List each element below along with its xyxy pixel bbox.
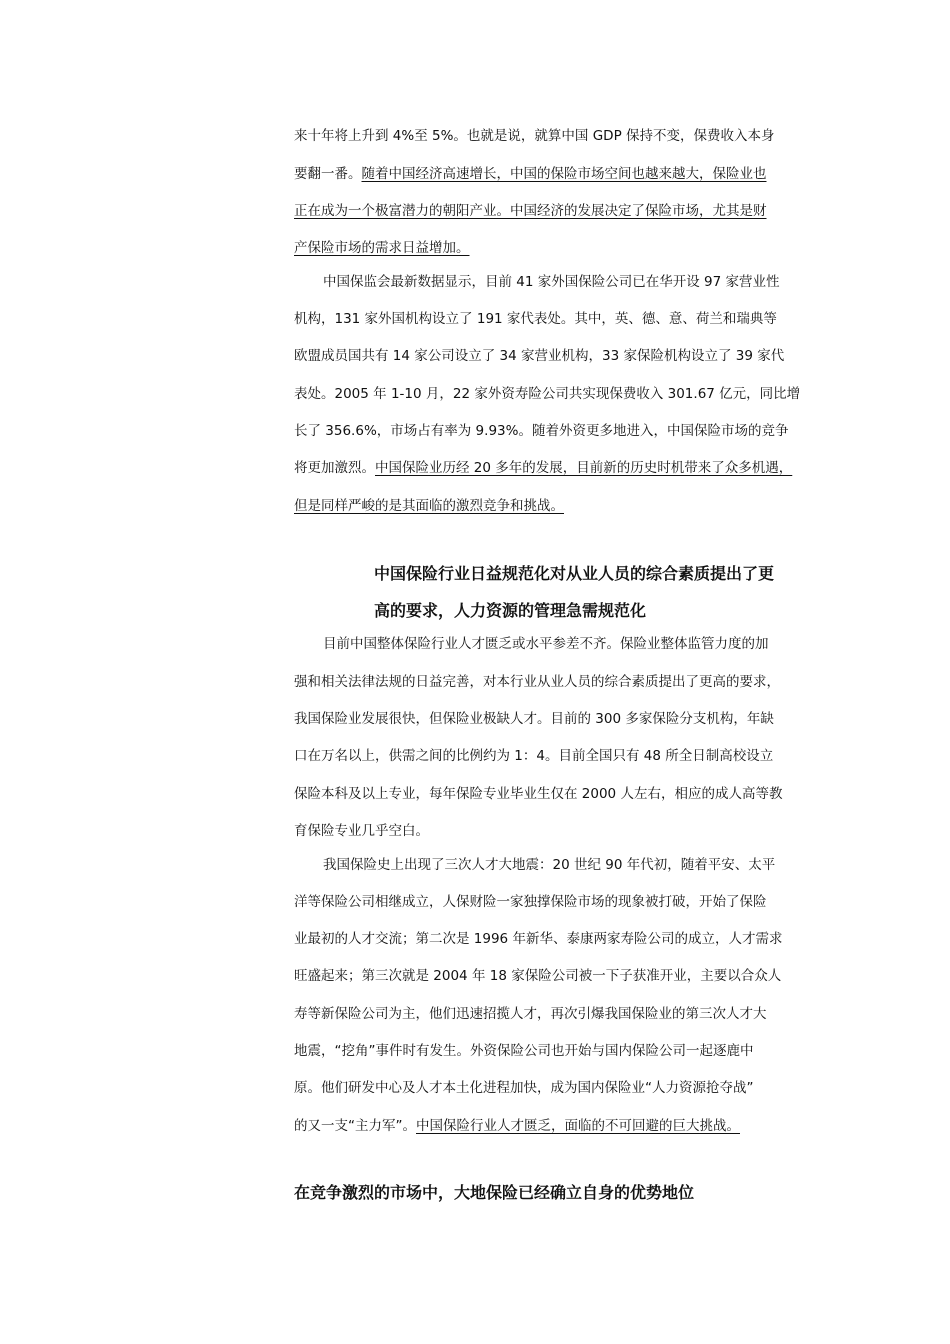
paragraph-2-line-1: 中国保监会最新数据显示，目前 41 家外国保险公司已在华开设 97 家营业性 (323, 274, 780, 290)
paragraph-2-line-7: 但是同样严峻的是其面临的激烈竞争和挑战。 (294, 498, 564, 514)
paragraph-3-line-2: 强和相关法律法规的日益完善，对本行业从业人员的综合素质提出了更高的要求， (294, 674, 780, 690)
paragraph-4-line-2: 洋等保险公司相继成立，人保财险一家独撑保险市场的现象被打破，开始了保险 (294, 894, 767, 910)
paragraph-4-line-4: 旺盛起来；第三次就是 2004 年 18 家保险公司被一下子获准开业，主要以合众人 (294, 968, 782, 984)
paragraph-2-line-5: 长了 356.6%，市场占有率为 9.93%。随着外资更多地进入，中国保险市场的竞争 (294, 423, 789, 439)
paragraph-1-text: 要翻一番。 (294, 166, 362, 182)
paragraph-3-line-4: 口在万名以上，供需之间的比例约为 1：4。目前全国只有 48 所全日制高校设立 (294, 748, 774, 764)
paragraph-4-line-1: 我国保险史上出现了三次人才大地震：20 世纪 90 年代初，随着平安、太平 (323, 857, 776, 873)
paragraph-2-line-3: 欧盟成员国共有 14 家公司设立了 34 家营业机构，33 家保险机构设立了 39 家代 (294, 348, 785, 364)
paragraph-2-line-2: 机构，131 家外国机构设立了 191 家代表处。其中，英、德、意、荷兰和瑞典等 (294, 311, 777, 327)
underlined-text: 随着中国经济高速增长，中国的保险市场空间也越来越大，保险业也 (361, 166, 767, 182)
section-heading-1-line-2: 高的要求，人力资源的管理急需规范化 (374, 601, 647, 620)
paragraph-4-line-3: 业最初的人才交流；第二次是 1996 年新华、泰康两家寿险公司的成立，人才需求 (294, 931, 783, 947)
section-heading-1-line-1: 中国保险行业日益规范化对从业人员的综合素质提出了更 (374, 564, 775, 583)
paragraph-2-line-6 (294, 458, 792, 478)
paragraph-1-line-2 (294, 164, 767, 184)
paragraph-2-text: 将更加激烈。 (294, 460, 375, 476)
paragraph-4-line-7: 原。他们研发中心及人才本土化进程加快，成为国内保险业“人力资源抢夺战” (294, 1080, 754, 1096)
paragraph-1-line-1: 来十年将上升到 4%至 5%。也就是说，就算中国 GDP 保持不变，保费收入本身 (294, 128, 775, 144)
paragraph-1-line-4: 产保险市场的需求日益增加。 (294, 240, 470, 256)
paragraph-3-line-1: 目前中国整体保险行业人才匮乏或水平参差不齐。保险业整体监管力度的加 (323, 636, 769, 652)
underlined-text: 中国保险业历经 20 多年的发展，目前新的历史时机带来了众多机遇， (375, 460, 793, 476)
paragraph-4-line-8 (294, 1116, 740, 1136)
paragraph-3-line-3: 我国保险业发展很快，但保险业极缺人才。目前的 300 多家保险分支机构，年缺 (294, 711, 774, 727)
section-heading-2: 在竞争激烈的市场中，大地保险已经确立自身的优势地位 (294, 1183, 695, 1202)
paragraph-4-line-6: 地震，“挖角”事件时有发生。外资保险公司也开始与国内保险公司一起逐鹿中 (294, 1043, 754, 1059)
paragraph-1-line-3: 正在成为一个极富潜力的朝阳产业。中国经济的发展决定了保险市场，尤其是财 (294, 203, 767, 219)
paragraph-3-line-6: 育保险专业几乎空白。 (294, 823, 429, 839)
paragraph-4-text: 的又一支“主力军”。 (294, 1118, 416, 1134)
paragraph-3-line-5: 保险本科及以上专业，每年保险专业毕业生仅在 2000 人左右，相应的成人高等教 (294, 786, 783, 802)
underlined-text: 中国保险行业人才匮乏，面临的不可回避的巨大挑战。 (416, 1118, 740, 1134)
paragraph-4-line-5: 寿等新保险公司为主，他们迅速招揽人才，再次引爆我国保险业的第三次人才大 (294, 1006, 767, 1022)
paragraph-2-line-4: 表处。2005 年 1-10 月，22 家外资寿险公司共实现保费收入 301.67 亿元，同比增 (294, 386, 801, 402)
